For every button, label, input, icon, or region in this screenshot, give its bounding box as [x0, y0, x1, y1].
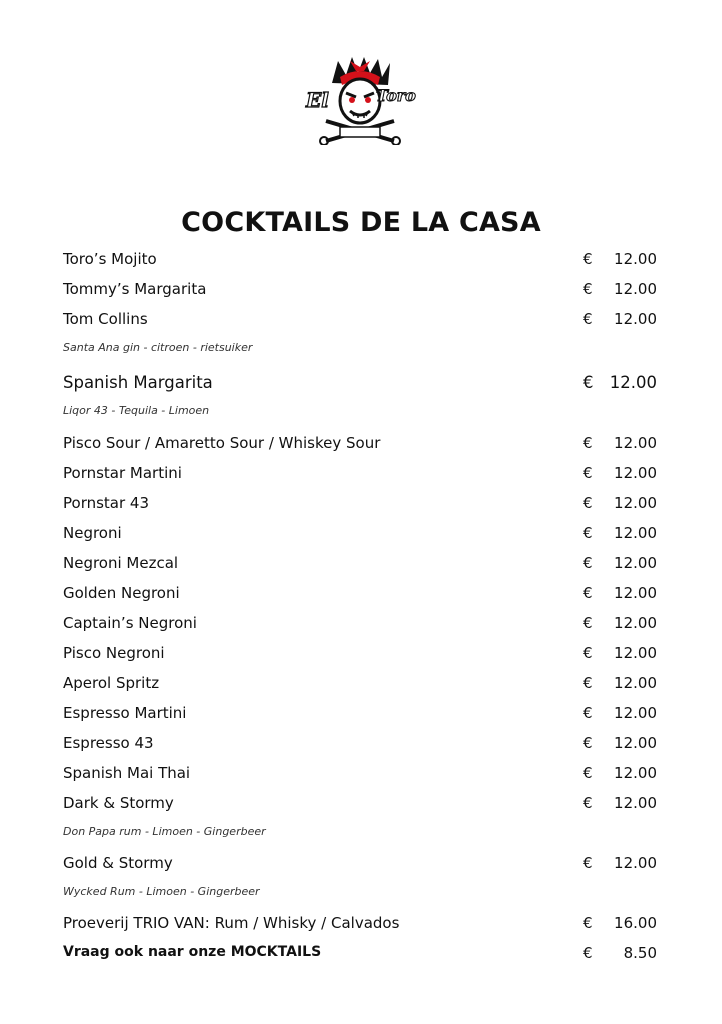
- menu-item-name: Espresso 43: [63, 734, 154, 752]
- menu-item-name: Golden Negroni: [63, 584, 180, 602]
- menu-item: [63, 250, 657, 274]
- menu-item: [63, 794, 657, 818]
- menu-item: [63, 554, 657, 578]
- menu-item-price: 12.00: [614, 434, 657, 452]
- menu-item: [63, 644, 657, 668]
- menu-item: [63, 674, 657, 698]
- menu-item-price: 16.00: [614, 914, 657, 932]
- menu-item-price: 12.00: [614, 524, 657, 542]
- menu-item-price: 12.00: [614, 554, 657, 572]
- menu-item-description: Santa Ana gin - citroen - rietsuiker: [63, 341, 253, 354]
- menu-item-price: 12.00: [614, 794, 657, 812]
- menu-item-price: 12.00: [614, 250, 657, 268]
- menu-item-price: 12.00: [614, 494, 657, 512]
- menu-item-currency: €: [583, 310, 593, 328]
- menu-item-name: Captain’s Negroni: [63, 614, 197, 632]
- el-toro-logo: [300, 55, 420, 145]
- menu-item-currency: €: [583, 704, 593, 722]
- menu-item: [63, 434, 657, 458]
- menu-item-name: Vraag ook naar onze MOCKTAILS: [63, 944, 322, 960]
- menu-item-price: 12.00: [614, 674, 657, 692]
- menu-item-name: Tommy’s Margarita: [63, 280, 207, 298]
- menu-item-description: Wycked Rum - Limoen - Gingerbeer: [63, 885, 260, 898]
- menu-item-currency: €: [583, 584, 593, 602]
- menu-item-currency: €: [583, 614, 593, 632]
- menu-item: [63, 704, 657, 728]
- menu-item-name: Pornstar Martini: [63, 464, 182, 482]
- menu-item-name: Gold & Stormy: [63, 854, 173, 872]
- svg-text:El: El: [306, 88, 329, 112]
- menu-item-currency: €: [583, 280, 593, 298]
- menu-item-name: Negroni: [63, 524, 122, 542]
- menu-item-price: 12.00: [614, 464, 657, 482]
- menu-item: [63, 494, 657, 518]
- menu-item-price: 12.00: [614, 704, 657, 722]
- menu-item-name: Pisco Negroni: [63, 644, 165, 662]
- menu-item-name: Proeverij TRIO VAN: Rum / Whisky / Calvados: [63, 914, 400, 932]
- menu-item-description: Don Papa rum - Limoen - Gingerbeer: [63, 825, 266, 838]
- menu-item-name: Dark & Stormy: [63, 794, 174, 812]
- menu-item-currency: €: [583, 944, 593, 962]
- menu-item-name: Toro’s Mojito: [63, 250, 157, 268]
- menu-item: [63, 310, 657, 334]
- menu-item: [63, 584, 657, 608]
- menu-item-price: 12.00: [614, 734, 657, 752]
- menu-item-name: Pornstar 43: [63, 494, 150, 512]
- menu-item-price: 12.00: [614, 310, 657, 328]
- menu-item: [63, 280, 657, 304]
- menu-item-currency: €: [583, 794, 593, 812]
- menu-item-currency: €: [583, 914, 593, 932]
- menu-item-name: Pisco Sour / Amaretto Sour / Whiskey Sour: [63, 434, 381, 452]
- menu-item-price: 12.00: [614, 644, 657, 662]
- menu-item-name: Negroni Mezcal: [63, 554, 179, 572]
- menu-item: [63, 524, 657, 548]
- menu-item-currency: €: [583, 373, 594, 392]
- menu-item: [63, 734, 657, 758]
- menu-item-currency: €: [583, 674, 593, 692]
- menu-item-name: Spanish Mai Thai: [63, 764, 191, 782]
- menu-item-price: 12.00: [614, 764, 657, 782]
- menu-item: [63, 944, 657, 968]
- menu-item-currency: €: [583, 250, 593, 268]
- menu-item: [63, 854, 657, 878]
- svg-text:Toro: Toro: [376, 86, 416, 105]
- menu-item-price: 8.50: [623, 944, 657, 962]
- menu-item: [63, 614, 657, 638]
- menu-item-price: 12.00: [609, 373, 657, 392]
- menu-item-price: 12.00: [614, 614, 657, 632]
- menu-item: [63, 464, 657, 488]
- menu-item-currency: €: [583, 524, 593, 542]
- menu-item: [63, 373, 657, 397]
- menu-item-currency: €: [583, 734, 593, 752]
- menu-item-price: 12.00: [614, 280, 657, 298]
- menu-title: COCKTAILS DE LA CASA: [181, 207, 541, 238]
- menu-item-currency: €: [583, 464, 593, 482]
- menu-item-currency: €: [583, 854, 593, 872]
- menu-item-currency: €: [583, 764, 593, 782]
- menu-item-currency: €: [583, 554, 593, 572]
- menu-item-price: 12.00: [614, 584, 657, 602]
- menu-item-name: Aperol Spritz: [63, 674, 160, 692]
- menu-item-name: Spanish Margarita: [63, 373, 213, 392]
- menu-item-name: Tom Collins: [63, 310, 148, 328]
- menu-item: [63, 914, 657, 938]
- menu-item-currency: €: [583, 644, 593, 662]
- menu-item: [63, 764, 657, 788]
- menu-item-name: Espresso Martini: [63, 704, 187, 722]
- menu-item-currency: €: [583, 494, 593, 512]
- menu-item-description: Liqor 43 - Tequila - Limoen: [63, 404, 210, 417]
- menu-item-currency: €: [583, 434, 593, 452]
- menu-item-price: 12.00: [614, 854, 657, 872]
